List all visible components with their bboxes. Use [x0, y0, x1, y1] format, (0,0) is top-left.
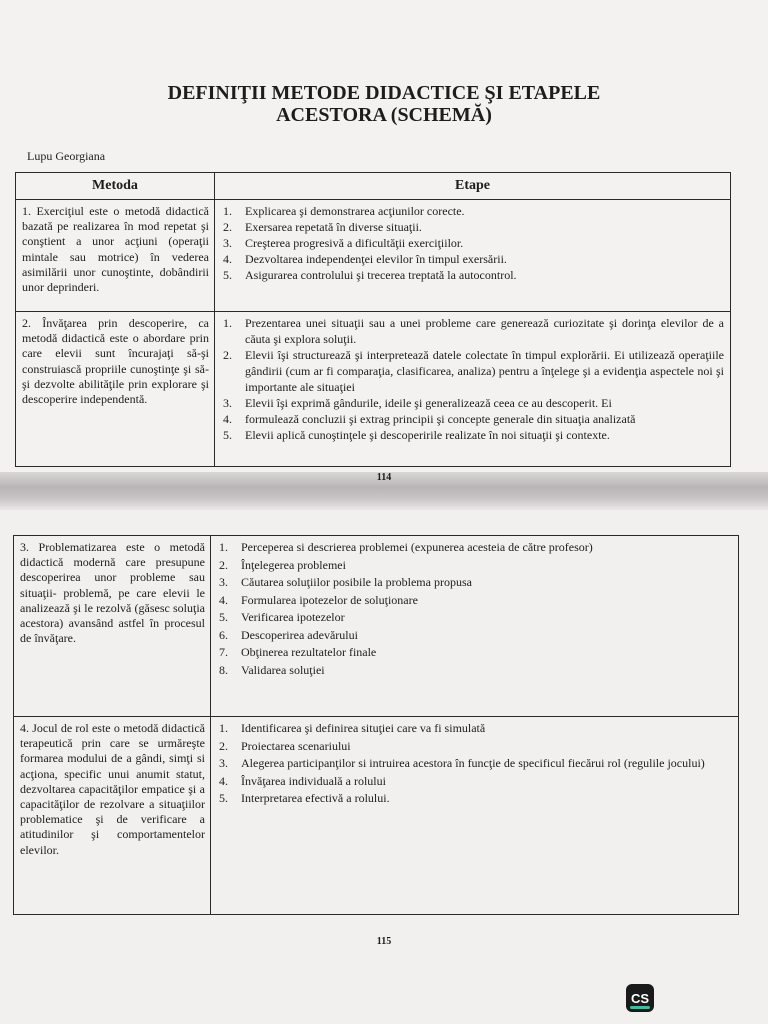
steps-list [223, 315, 724, 443]
step-item: 5. Elevii aplică cunoştinţele şi descoperirile realizate în noi situaţii şi contexte. [223, 428, 610, 442]
step-item: 1. Identificarea şi definirea situţiei care va fi simulată [219, 721, 486, 735]
step-item: 5. Interpretarea efectivă a rolului. [219, 791, 390, 805]
methods-table-page-115 [13, 535, 739, 915]
table-header-row [16, 173, 731, 200]
methods-table-page-114 [15, 172, 731, 467]
step-item: 4. Dezvoltarea independenţei elevilor în timpul exersării. [223, 252, 507, 266]
steps-list [223, 203, 724, 283]
page-number-115: 115 [376, 936, 392, 947]
step-item: 3. Creşterea progresivă a dificultăţii exerciţiilor. [223, 236, 464, 250]
method-cell: 2. Învăţarea prin descoperire, ca metodă didactică este o abordare prin care elevii sunt încurajaţi să-şi construiască propriile cunoştinţe şi să-şi dezvolte abilităţile prin explorare şi descoperire independentă. [16, 312, 215, 467]
step-item: 1. Explicarea şi demonstrarea acţiunilor corecte. [223, 204, 465, 218]
table-row [14, 536, 739, 717]
step-item: 2. Înţelegerea problemei [219, 557, 346, 572]
steps-list [219, 720, 732, 808]
step-item: 8. Validarea soluţiei [219, 662, 325, 677]
step-item: 3. Căutarea soluţiilor posibile la problema propusa [219, 575, 472, 589]
step-item: 2. Elevii îşi structurează şi interpretează datele colectate în timpul explorării. Ei utilizează operaţiile gândirii (cum ar fi comparaţia, clasificarea, analiza) pentru a înţelege şi a evidenţia aspectele noi şi importante ale situaţiei [223, 348, 724, 394]
table-row [16, 312, 731, 467]
author-name: Lupu Georgiana [27, 149, 106, 163]
step-item: 6. Descoperirea adevărului [219, 627, 358, 642]
document-title [0, 82, 768, 126]
method-cell: 4. Jocul de rol este o metodă didactică terapeutică prin care se urmăreşte formarea modului de a gândi, simţi si acţiona, specific unui anumit statut, dezvoltarea capacităţilor empatice şi a capacităţilor de rezolvare a situaţiilor problematice şi de verificare a atitudinilor şi comportamentelor elevilor. [14, 717, 211, 915]
steps-list [219, 539, 732, 679]
steps-cell [215, 312, 731, 467]
step-item: 3. Alegerea participanţilor si intruirea acestora în funcţie de specificul fiecărui rol (regulile jocului) [219, 756, 705, 770]
steps-cell [211, 717, 739, 915]
camscanner-logo: CS [626, 984, 654, 1012]
step-item: 2. Exersarea repetată în diverse situaţii. [223, 220, 422, 234]
step-item: 1. Prezentarea unei situaţii sau a unei probleme care generează curiozitate şi dorinţa elevilor de a căuta şi explora soluţii. [223, 316, 724, 346]
step-item: 4. formulează concluzii şi extrag principii şi concepte generale din situaţia analizată [223, 412, 636, 426]
method-cell: 3. Problematizarea este o metodă didactică modernă care presupune descoperirea unor probleme sau situaţii- problemă, pe care elevii le analizează şi le rezolvă (găsesc soluţia acestora) avansând astfel în procesul de învăţare. [14, 536, 211, 717]
header-method: Metoda [16, 173, 215, 200]
step-item: 4. Învăţarea individuală a rolului [219, 773, 386, 788]
step-item: 5. Verificarea ipotezelor [219, 610, 345, 624]
header-steps: Etape [215, 173, 731, 200]
table-row [16, 200, 731, 312]
page-number-114: 114 [376, 472, 392, 483]
method-cell: 1. Exerciţiul este o metodă didactică bazată pe realizarea în mod repetat şi conştient a unor acţiuni (operaţii mintale sau motrice) în vederea asimilării unor cunoştinte, dobândirii unor deprinderi. [16, 200, 215, 312]
step-item: 3. Elevii îşi exprimă gândurile, ideile şi generalizează ceea ce au descoperit. Ei [223, 396, 612, 410]
title-line-2: ACESTORA (SCHEMĂ) [276, 104, 492, 126]
step-item: 1. Perceperea si descrierea problemei (expunerea acesteia de către profesor) [219, 540, 593, 554]
steps-cell [211, 536, 739, 717]
steps-cell [215, 200, 731, 312]
table-row [14, 717, 739, 915]
step-item: 2. Proiectarea scenariului [219, 738, 351, 753]
step-item: 5. Asigurarea controlului şi trecerea treptată la autocontrol. [223, 268, 517, 282]
step-item: 4. Formularea ipotezelor de soluţionare [219, 592, 418, 607]
step-item: 7. Obţinerea rezultatelor finale [219, 645, 377, 659]
title-line-1: DEFINIŢII METODE DIDACTICE ŞI ETAPELE [167, 82, 601, 104]
